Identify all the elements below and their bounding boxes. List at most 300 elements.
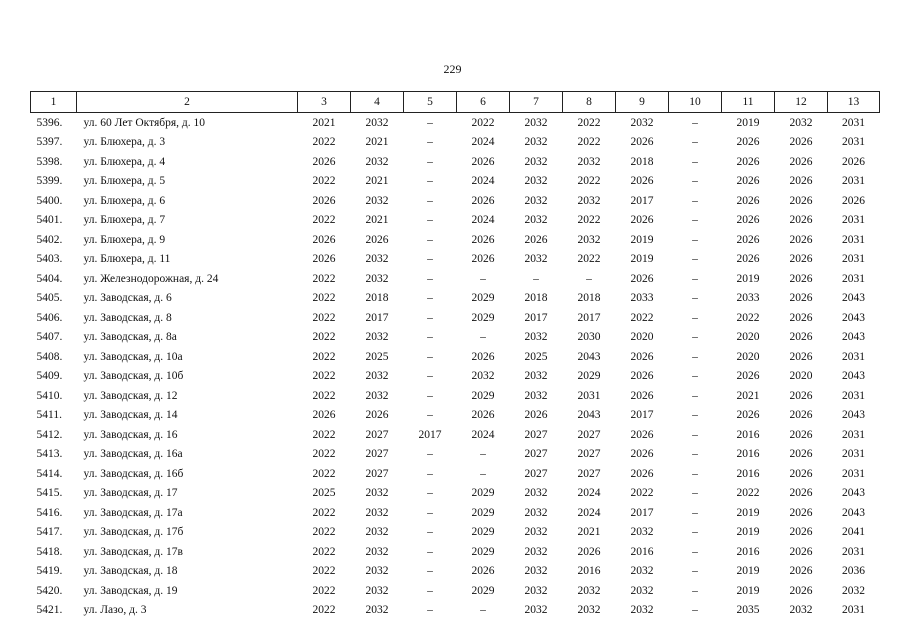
year-cell: – xyxy=(427,155,433,168)
year-cell: 2022 xyxy=(312,214,336,227)
row-number-cell: 5396. xyxy=(36,116,63,129)
address-cell: ул. Заводская, д. 8а xyxy=(83,331,177,344)
year-cell: 2024 xyxy=(471,214,495,227)
year-cell: 2029 xyxy=(471,506,495,519)
year-cell: 2032 xyxy=(524,370,548,383)
year-cell: 2022 xyxy=(630,487,654,500)
year-cell: 2029 xyxy=(471,526,495,539)
year-cell: 2026 xyxy=(630,272,654,285)
table-header xyxy=(31,92,880,113)
year-cell: 2032 xyxy=(524,389,548,402)
table-row xyxy=(31,113,880,133)
schedule-table xyxy=(30,91,880,620)
address-cell: ул. Заводская, д. 14 xyxy=(83,409,178,422)
row-number-cell: 5411. xyxy=(36,409,62,422)
year-cell: 2022 xyxy=(312,565,336,578)
year-cell: – xyxy=(427,253,433,266)
row-number-cell: 5400. xyxy=(36,194,63,207)
year-cell: 2019 xyxy=(736,584,760,597)
year-cell: 2043 xyxy=(842,487,865,500)
year-cell: 2043 xyxy=(842,506,865,519)
row-number-cell: 5398. xyxy=(36,155,63,168)
year-cell: 2027 xyxy=(365,448,389,461)
row-number-cell: 5416. xyxy=(36,506,63,519)
year-cell: 2036 xyxy=(842,565,865,578)
year-cell: 2027 xyxy=(524,448,548,461)
row-number-cell: 5414. xyxy=(36,467,63,480)
year-cell: – xyxy=(427,214,433,227)
table-row xyxy=(31,601,880,621)
year-cell: 2032 xyxy=(577,604,601,617)
year-cell: 2022 xyxy=(312,448,336,461)
year-cell: 2032 xyxy=(524,604,548,617)
table-row xyxy=(31,523,880,543)
year-cell: – xyxy=(692,370,698,383)
year-cell: – xyxy=(427,136,433,149)
year-cell: 2021 xyxy=(365,136,389,149)
year-cell: 2019 xyxy=(630,253,654,266)
year-cell: 2026 xyxy=(789,214,813,227)
year-cell: 2022 xyxy=(630,311,654,324)
row-number-cell: 5402. xyxy=(36,233,63,246)
year-cell: 2024 xyxy=(577,487,601,500)
address-cell: ул. Заводская, д. 16а xyxy=(83,448,183,461)
year-cell: 2031 xyxy=(842,272,865,285)
year-cell: – xyxy=(692,428,698,441)
year-cell: – xyxy=(692,389,698,402)
year-cell: 2032 xyxy=(630,116,654,129)
year-cell: 2035 xyxy=(736,604,760,617)
year-cell: 2026 xyxy=(736,253,760,266)
year-cell: 2022 xyxy=(736,487,760,500)
year-cell: 2019 xyxy=(736,526,760,539)
year-cell: – xyxy=(480,448,486,461)
year-cell: – xyxy=(692,331,698,344)
year-cell: 2043 xyxy=(842,292,865,305)
year-cell: 2026 xyxy=(789,311,813,324)
column-header: 13 xyxy=(828,92,880,113)
year-cell: 2019 xyxy=(736,116,760,129)
table-row xyxy=(31,250,880,270)
year-cell: 2022 xyxy=(577,175,601,188)
year-cell: 2029 xyxy=(471,584,495,597)
year-cell: – xyxy=(480,604,486,617)
year-cell: 2022 xyxy=(312,175,336,188)
year-cell: 2027 xyxy=(524,467,548,480)
column-header: 1 xyxy=(31,92,77,113)
year-cell: 2026 xyxy=(789,253,813,266)
year-cell: 2026 xyxy=(789,506,813,519)
row-number-cell: 5401. xyxy=(36,214,63,227)
year-cell: 2026 xyxy=(471,350,495,363)
address-cell: ул. Блюхера, д. 7 xyxy=(83,214,166,227)
year-cell: 2026 xyxy=(736,214,760,227)
year-cell: 2032 xyxy=(365,584,389,597)
year-cell: 2016 xyxy=(736,545,760,558)
row-number-cell: 5407. xyxy=(36,331,63,344)
year-cell: 2026 xyxy=(630,175,654,188)
address-cell: ул. Блюхера, д. 4 xyxy=(83,155,166,168)
year-cell: – xyxy=(480,272,486,285)
year-cell: 2022 xyxy=(577,136,601,149)
year-cell: 2032 xyxy=(524,116,548,129)
year-cell: – xyxy=(692,584,698,597)
table-row xyxy=(31,484,880,504)
year-cell: 2029 xyxy=(471,292,495,305)
year-cell: 2022 xyxy=(312,428,336,441)
year-cell: 2026 xyxy=(524,409,548,422)
year-cell: 2026 xyxy=(789,155,813,168)
year-cell: 2024 xyxy=(471,175,495,188)
year-cell: 2026 xyxy=(736,370,760,383)
year-cell: – xyxy=(427,565,433,578)
year-cell: 2032 xyxy=(524,214,548,227)
year-cell: 2024 xyxy=(577,506,601,519)
year-cell: 2027 xyxy=(524,428,548,441)
year-cell: – xyxy=(692,175,698,188)
year-cell: 2032 xyxy=(524,487,548,500)
year-cell: 2022 xyxy=(312,370,336,383)
year-cell: 2029 xyxy=(471,389,495,402)
address-cell: ул. 60 Лет Октября, д. 10 xyxy=(83,116,205,129)
column-header: 6 xyxy=(457,92,510,113)
year-cell: 2022 xyxy=(312,136,336,149)
year-cell: 2032 xyxy=(365,604,389,617)
year-cell: 2031 xyxy=(842,428,865,441)
year-cell: – xyxy=(427,194,433,207)
year-cell: 2032 xyxy=(630,604,654,617)
table-row xyxy=(31,211,880,231)
row-number-cell: 5403. xyxy=(36,253,63,266)
address-cell: ул. Заводская, д. 18 xyxy=(83,565,178,578)
year-cell: 2018 xyxy=(577,292,601,305)
year-cell: 2043 xyxy=(842,409,865,422)
year-cell: 2026 xyxy=(471,194,495,207)
year-cell: 2026 xyxy=(789,272,813,285)
year-cell: 2026 xyxy=(630,448,654,461)
page-number: 229 xyxy=(443,62,462,76)
year-cell: 2041 xyxy=(842,526,865,539)
year-cell: 2022 xyxy=(312,292,336,305)
year-cell: 2027 xyxy=(577,428,601,441)
table-row xyxy=(31,230,880,250)
year-cell: 2031 xyxy=(842,214,865,227)
table-row xyxy=(31,464,880,484)
year-cell: 2032 xyxy=(365,526,389,539)
year-cell: 2026 xyxy=(842,194,865,207)
year-cell: 2032 xyxy=(524,155,548,168)
address-cell: ул. Заводская, д. 10а xyxy=(83,350,183,363)
year-cell: 2026 xyxy=(577,545,601,558)
year-cell: 2026 xyxy=(471,565,495,578)
year-cell: 2026 xyxy=(789,350,813,363)
year-cell: 2027 xyxy=(577,448,601,461)
year-cell: 2025 xyxy=(524,350,548,363)
year-cell: 2026 xyxy=(471,233,495,246)
year-cell: 2043 xyxy=(577,409,601,422)
year-cell: 2026 xyxy=(789,233,813,246)
table-row xyxy=(31,152,880,172)
year-cell: 2026 xyxy=(789,467,813,480)
year-cell: 2019 xyxy=(736,506,760,519)
year-cell: 2031 xyxy=(842,116,865,129)
year-cell: 2043 xyxy=(577,350,601,363)
year-cell: – xyxy=(692,214,698,227)
year-cell: – xyxy=(533,272,539,285)
address-cell: ул. Заводская, д. 17б xyxy=(83,526,184,539)
row-number-cell: 5421. xyxy=(36,604,63,617)
row-number-cell: 5409. xyxy=(36,370,63,383)
table-row xyxy=(31,503,880,523)
year-cell: 2022 xyxy=(312,526,336,539)
year-cell: 2031 xyxy=(842,136,865,149)
year-cell: – xyxy=(427,292,433,305)
year-cell: – xyxy=(692,116,698,129)
table-row xyxy=(31,581,880,601)
year-cell: 2026 xyxy=(789,428,813,441)
year-cell: 2022 xyxy=(312,506,336,519)
year-cell: – xyxy=(692,467,698,480)
address-cell: ул. Блюхера, д. 3 xyxy=(83,136,166,149)
address-cell: ул. Заводская, д. 17а xyxy=(83,506,183,519)
year-cell: 2026 xyxy=(736,409,760,422)
year-cell: 2024 xyxy=(471,136,495,149)
year-cell: 2022 xyxy=(471,116,495,129)
address-cell: ул. Лазо, д. 3 xyxy=(83,604,147,617)
row-number-cell: 5405. xyxy=(36,292,63,305)
year-cell: 2032 xyxy=(842,584,865,597)
year-cell: 2026 xyxy=(630,370,654,383)
year-cell: – xyxy=(692,565,698,578)
year-cell: – xyxy=(692,604,698,617)
year-cell: – xyxy=(427,487,433,500)
year-cell: 2026 xyxy=(789,545,813,558)
year-cell: 2026 xyxy=(365,409,389,422)
year-cell: – xyxy=(692,292,698,305)
table-row xyxy=(31,406,880,426)
year-cell: 2032 xyxy=(524,331,548,344)
year-cell: 2032 xyxy=(789,604,813,617)
address-cell: ул. Заводская, д. 19 xyxy=(83,584,178,597)
year-cell: 2032 xyxy=(630,584,654,597)
year-cell: 2032 xyxy=(577,584,601,597)
year-cell: 2027 xyxy=(365,428,389,441)
table-row xyxy=(31,269,880,289)
table-row xyxy=(31,289,880,309)
address-cell: ул. Заводская, д. 12 xyxy=(83,389,178,402)
year-cell: 2026 xyxy=(312,253,336,266)
year-cell: 2026 xyxy=(736,155,760,168)
year-cell: – xyxy=(692,233,698,246)
year-cell: 2026 xyxy=(789,409,813,422)
year-cell: 2026 xyxy=(471,409,495,422)
year-cell: 2031 xyxy=(842,350,865,363)
year-cell: 2043 xyxy=(842,370,865,383)
year-cell: 2025 xyxy=(365,350,389,363)
year-cell: 2022 xyxy=(577,116,601,129)
address-cell: ул. Блюхера, д. 5 xyxy=(83,175,166,188)
year-cell: 2031 xyxy=(842,233,865,246)
year-cell: – xyxy=(427,409,433,422)
year-cell: 2017 xyxy=(630,194,654,207)
year-cell: 2026 xyxy=(736,136,760,149)
table-row xyxy=(31,172,880,192)
year-cell: 2032 xyxy=(630,526,654,539)
row-number-cell: 5404. xyxy=(36,272,63,285)
year-cell: 2026 xyxy=(312,409,336,422)
row-number-cell: 5397. xyxy=(36,136,63,149)
row-number-cell: 5413. xyxy=(36,448,63,461)
year-cell: – xyxy=(692,350,698,363)
year-cell: – xyxy=(692,545,698,558)
year-cell: 2032 xyxy=(365,487,389,500)
year-cell: 2018 xyxy=(630,155,654,168)
year-cell: 2026 xyxy=(789,194,813,207)
year-cell: – xyxy=(692,448,698,461)
year-cell: 2027 xyxy=(577,467,601,480)
year-cell: 2026 xyxy=(789,526,813,539)
year-cell: 2026 xyxy=(842,155,865,168)
year-cell: 2021 xyxy=(577,526,601,539)
year-cell: 2019 xyxy=(630,233,654,246)
year-cell: 2032 xyxy=(524,526,548,539)
year-cell: 2022 xyxy=(312,545,336,558)
year-cell: – xyxy=(427,311,433,324)
year-cell: 2022 xyxy=(312,311,336,324)
year-cell: 2031 xyxy=(842,604,865,617)
year-cell: – xyxy=(692,194,698,207)
year-cell: 2030 xyxy=(577,331,601,344)
year-cell: 2017 xyxy=(365,311,389,324)
column-header: 10 xyxy=(669,92,722,113)
year-cell: 2029 xyxy=(471,487,495,500)
year-cell: 2032 xyxy=(789,116,813,129)
year-cell: 2022 xyxy=(312,604,336,617)
year-cell: 2043 xyxy=(842,331,865,344)
year-cell: 2016 xyxy=(736,467,760,480)
year-cell: 2018 xyxy=(524,292,548,305)
year-cell: – xyxy=(480,467,486,480)
year-cell: 2026 xyxy=(789,487,813,500)
year-cell: – xyxy=(692,311,698,324)
row-number-cell: 5408. xyxy=(36,350,63,363)
address-cell: ул. Заводская, д. 8 xyxy=(83,311,172,324)
year-cell: 2022 xyxy=(577,253,601,266)
year-cell: – xyxy=(427,175,433,188)
year-cell: 2032 xyxy=(365,545,389,558)
column-header: 9 xyxy=(616,92,669,113)
column-header: 12 xyxy=(775,92,828,113)
year-cell: 2020 xyxy=(736,331,760,344)
year-cell: 2033 xyxy=(630,292,654,305)
row-number-cell: 5406. xyxy=(36,311,63,324)
year-cell: 2026 xyxy=(789,448,813,461)
table-row xyxy=(31,386,880,406)
year-cell: – xyxy=(480,331,486,344)
year-cell: – xyxy=(427,370,433,383)
year-cell: 2032 xyxy=(524,545,548,558)
year-cell: 2024 xyxy=(471,428,495,441)
year-cell: – xyxy=(427,604,433,617)
year-cell: 2032 xyxy=(365,506,389,519)
column-header: 7 xyxy=(510,92,563,113)
year-cell: 2016 xyxy=(630,545,654,558)
year-cell: 2032 xyxy=(365,253,389,266)
row-number-cell: 5412. xyxy=(36,428,63,441)
year-cell: 2019 xyxy=(736,565,760,578)
year-cell: 2032 xyxy=(630,565,654,578)
table-body xyxy=(31,113,880,621)
year-cell: 2032 xyxy=(577,194,601,207)
year-cell: 2026 xyxy=(789,292,813,305)
year-cell: 2026 xyxy=(789,331,813,344)
year-cell: – xyxy=(586,272,592,285)
year-cell: 2026 xyxy=(789,175,813,188)
year-cell: 2020 xyxy=(736,350,760,363)
row-number-cell: 5410. xyxy=(36,389,63,402)
year-cell: 2032 xyxy=(577,155,601,168)
year-cell: 2026 xyxy=(312,194,336,207)
year-cell: 2021 xyxy=(312,116,336,129)
year-cell: 2026 xyxy=(789,389,813,402)
row-number-cell: 5399. xyxy=(36,175,63,188)
year-cell: 2032 xyxy=(577,233,601,246)
year-cell: – xyxy=(427,526,433,539)
year-cell: 2029 xyxy=(471,311,495,324)
year-cell: – xyxy=(427,233,433,246)
year-cell: 2026 xyxy=(789,136,813,149)
year-cell: 2026 xyxy=(736,233,760,246)
year-cell: 2026 xyxy=(312,233,336,246)
year-cell: – xyxy=(427,116,433,129)
year-cell: 2017 xyxy=(524,311,548,324)
address-cell: ул. Заводская, д. 16б xyxy=(83,467,184,480)
year-cell: 2026 xyxy=(630,467,654,480)
table-row xyxy=(31,308,880,328)
year-cell: 2031 xyxy=(842,253,865,266)
year-cell: 2031 xyxy=(842,448,865,461)
year-cell: 2022 xyxy=(312,331,336,344)
address-cell: ул. Заводская, д. 6 xyxy=(83,292,172,305)
year-cell: – xyxy=(427,331,433,344)
year-cell: 2021 xyxy=(365,214,389,227)
year-cell: 2032 xyxy=(524,136,548,149)
year-cell: 2025 xyxy=(312,487,336,500)
year-cell: – xyxy=(692,272,698,285)
row-number-cell: 5415. xyxy=(36,487,63,500)
year-cell: – xyxy=(692,506,698,519)
year-cell: – xyxy=(692,487,698,500)
year-cell: 2033 xyxy=(736,292,760,305)
address-cell: ул. Заводская, д. 17 xyxy=(83,487,178,500)
year-cell: 2026 xyxy=(630,350,654,363)
year-cell: 2022 xyxy=(736,311,760,324)
year-cell: 2016 xyxy=(736,448,760,461)
year-cell: 2029 xyxy=(577,370,601,383)
year-cell: 2026 xyxy=(471,253,495,266)
table-row xyxy=(31,542,880,562)
year-cell: 2026 xyxy=(365,233,389,246)
column-header: 11 xyxy=(722,92,775,113)
year-cell: 2027 xyxy=(365,467,389,480)
year-cell: 2021 xyxy=(365,175,389,188)
year-cell: 2032 xyxy=(524,175,548,188)
year-cell: 2022 xyxy=(312,389,336,402)
year-cell: – xyxy=(692,253,698,266)
column-header: 8 xyxy=(563,92,616,113)
year-cell: 2031 xyxy=(842,389,865,402)
year-cell: 2026 xyxy=(630,136,654,149)
